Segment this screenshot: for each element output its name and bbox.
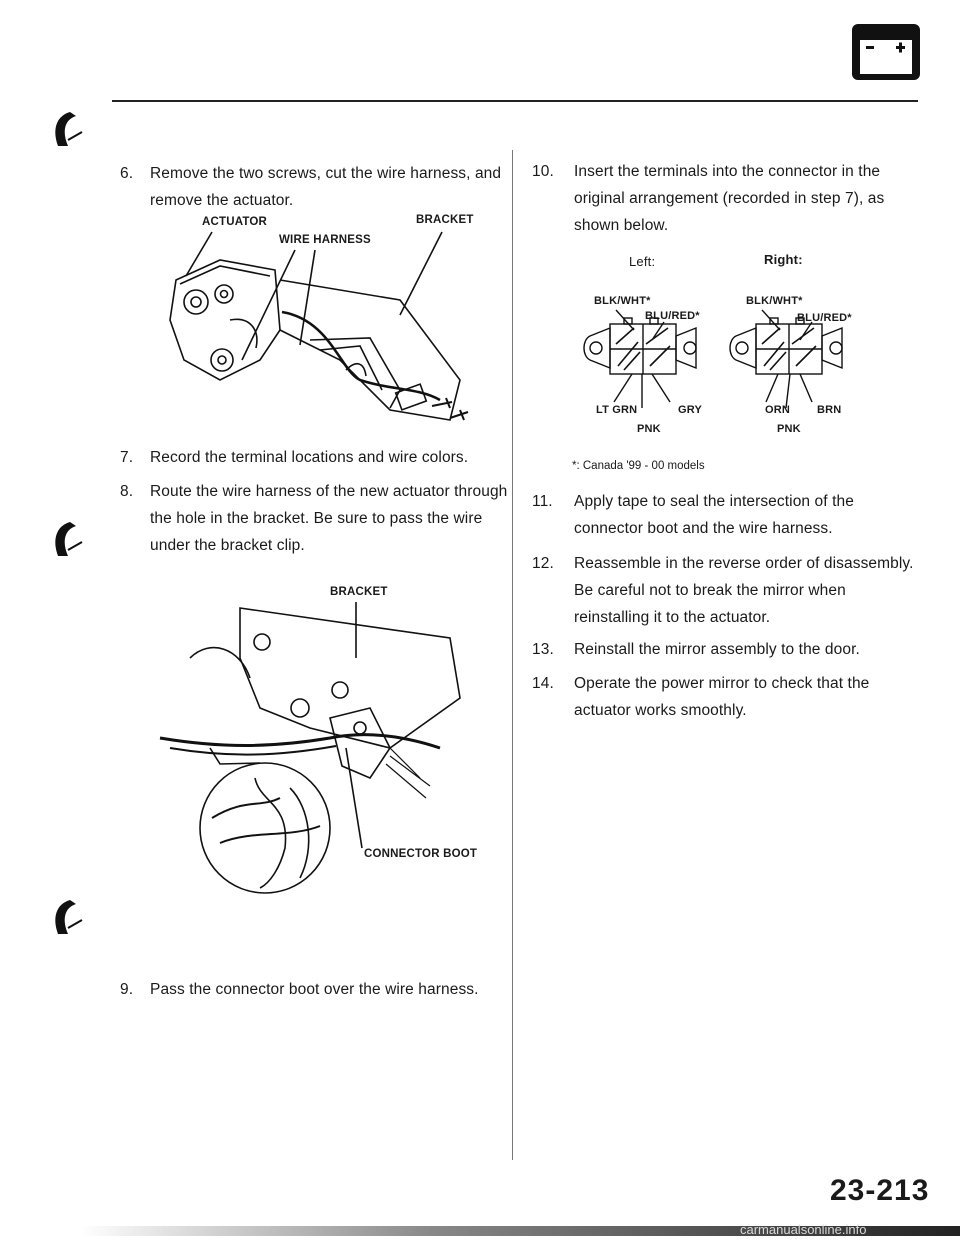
- step-text: Pass the connector boot over the wire harness.: [150, 981, 479, 998]
- header-rule: [112, 100, 918, 102]
- left-gry: GRY: [678, 404, 703, 416]
- connector-terminal-diagram: [580, 316, 900, 406]
- left-blu-red: BLU/RED*: [645, 310, 700, 322]
- column-divider: [512, 150, 513, 1160]
- connector-right-title: Right:: [764, 252, 803, 267]
- page-marker: [48, 898, 82, 938]
- step-number: 10.: [532, 163, 554, 180]
- step-text: Record the terminal locations and wire colors.: [150, 449, 469, 466]
- label-connector-boot: CONNECTOR BOOT: [364, 848, 478, 860]
- step-number: 13.: [532, 641, 554, 658]
- step-text: Insert the terminals into the connector in the original arrangement (recorded in step 7), as shown below.: [574, 163, 885, 234]
- battery-icon: [850, 22, 922, 82]
- connector-footnote: *: Canada '99 - 00 models: [572, 460, 705, 472]
- left-pnk: PNK: [637, 423, 661, 435]
- step-number: 11.: [532, 493, 553, 510]
- label-actuator: ACTUATOR: [202, 216, 268, 228]
- right-brn: BRN: [817, 404, 842, 416]
- step-text: Apply tape to seal the intersection of the connector boot and the wire harness.: [574, 493, 854, 537]
- step-number: 9.: [120, 981, 134, 998]
- step-number: 8.: [120, 483, 134, 500]
- step-number: 6.: [120, 165, 134, 182]
- right-pnk: PNK: [777, 423, 801, 435]
- step-text: Operate the power mirror to check that the actuator works smoothly.: [574, 675, 870, 719]
- right-blu-red: BLU/RED*: [797, 312, 852, 324]
- step-text: Remove the two screws, cut the wire harness, and remove the actuator.: [150, 165, 502, 209]
- page-marker: [48, 520, 82, 560]
- actuator-illustration: [160, 220, 500, 440]
- step-number: 7.: [120, 449, 134, 466]
- connector-boot-illustration: [150, 598, 480, 898]
- step-text: Route the wire harness of the new actuator through the hole in the bracket. Be sure to pass the wire under the bracket clip.: [150, 483, 508, 554]
- page-number: 23-213: [830, 1174, 930, 1207]
- step-number: 12.: [532, 555, 554, 572]
- label-bracket: BRACKET: [416, 214, 474, 226]
- label-bracket-2: BRACKET: [330, 586, 388, 598]
- step-text: Reinstall the mirror assembly to the door.: [574, 641, 860, 658]
- left-blk-wht: BLK/WHT*: [594, 295, 651, 307]
- step-number: 14.: [532, 675, 554, 692]
- right-blk-wht: BLK/WHT*: [746, 295, 803, 307]
- watermark: carmanualsonline.info: [740, 1222, 867, 1237]
- step-text: Reassemble in the reverse order of disassembly. Be careful not to break the mirror when reinstalling it to the actuator.: [574, 555, 914, 626]
- right-orn: ORN: [765, 404, 791, 416]
- connector-left-title: Left:: [629, 254, 656, 269]
- label-wire-harness: WIRE HARNESS: [279, 234, 371, 246]
- left-lt-grn: LT GRN: [596, 404, 638, 416]
- page-marker: [48, 110, 82, 150]
